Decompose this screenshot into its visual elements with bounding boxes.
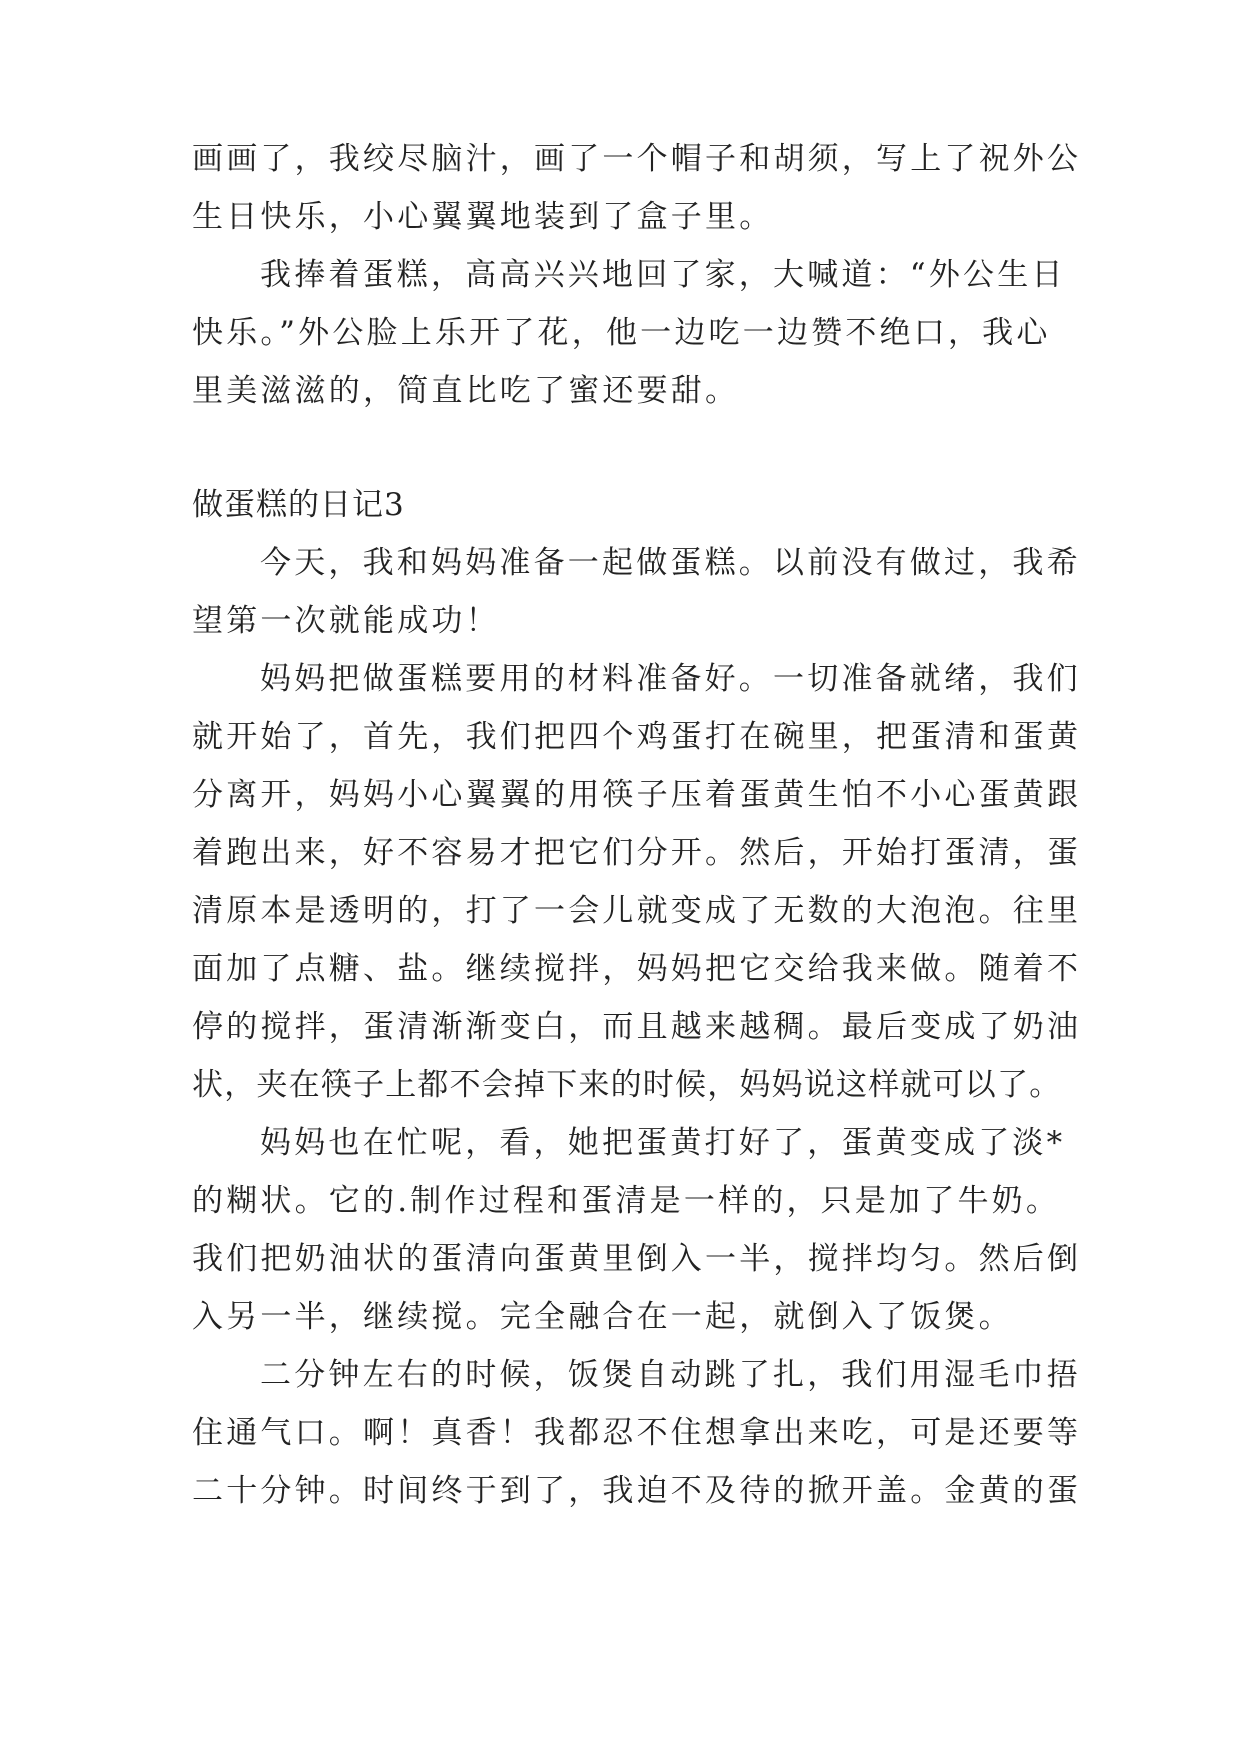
text-line: 今天，我和妈妈准备一起做蛋糕。以前没有做过，我希 bbox=[260, 545, 1081, 581]
text-line: 生日快乐，小心翼翼地装到了盒子里。 bbox=[192, 199, 774, 235]
text-line: 就开始了，首先，我们把四个鸡蛋打在碗里，把蛋清和蛋黄 bbox=[192, 719, 1082, 755]
text-line: 妈妈也在忙呢，看，她把蛋黄打好了，蛋黄变成了淡* bbox=[260, 1125, 1066, 1161]
text-line: 清原本是透明的，打了一会儿就变成了无数的大泡泡。往里 bbox=[192, 893, 1082, 929]
text-line: 快乐。”外公脸上乐开了花，他一边吃一边赞不绝口，我心 bbox=[192, 315, 1051, 351]
paragraph-baking bbox=[192, 1346, 1082, 1520]
text-line: 停的搅拌，蛋清渐渐变白，而且越来越稠。最后变成了奶油 bbox=[192, 1009, 1082, 1045]
paragraph-continuation bbox=[192, 130, 1082, 246]
document-body bbox=[192, 130, 1082, 1520]
text-line: 我们把奶油状的蛋清向蛋黄里倒入一半，搅拌均匀。然后倒 bbox=[192, 1241, 1082, 1277]
paragraph-egg-whites bbox=[192, 650, 1082, 1114]
text-line: 我捧着蛋糕，高高兴兴地回了家，大喊道：“外公生日 bbox=[260, 257, 1066, 293]
text-line: 住通气口。啊！真香！我都忍不住想拿出来吃，可是还要等 bbox=[192, 1415, 1082, 1451]
text-line: 的糊状。它的.制作过程和蛋清是一样的，只是加了牛奶。 bbox=[192, 1183, 1061, 1219]
section-title: 做蛋糕的日记3 bbox=[192, 487, 405, 523]
text-line: 二十分钟。时间终于到了，我迫不及待的掀开盖。金黄的蛋 bbox=[192, 1473, 1082, 1509]
text-line: 入另一半，继续搅。完全融合在一起，就倒入了饭煲。 bbox=[192, 1299, 1013, 1335]
text-line: 里美滋滋的，简直比吃了蜜还要甜。 bbox=[192, 373, 740, 409]
text-line: 分离开，妈妈小心翼翼的用筷子压着蛋黄生怕不小心蛋黄跟 bbox=[192, 777, 1082, 813]
text-line: 二分钟左右的时候，饭煲自动跳了扎，我们用湿毛巾捂 bbox=[260, 1357, 1081, 1393]
text-line: 状，夹在筷子上都不会掉下来的时候，妈妈说这样就可以了。 bbox=[192, 1067, 1062, 1103]
text-line: 着跑出来，好不容易才把它们分开。然后，开始打蛋清，蛋 bbox=[192, 835, 1082, 871]
text-line: 妈妈把做蛋糕要用的材料准备好。一切准备就绪，我们 bbox=[260, 661, 1081, 697]
text-line: 面加了点糖、盐。继续搅拌，妈妈把它交给我来做。随着不 bbox=[192, 951, 1082, 987]
section-spacer bbox=[192, 420, 1052, 476]
paragraph-intro bbox=[192, 534, 1081, 650]
paragraph-egg-yolks bbox=[192, 1114, 1082, 1346]
paragraph-return-home bbox=[192, 246, 1066, 420]
text-line: 画画了，我绞尽脑汁，画了一个帽子和胡须，写上了祝外公 bbox=[192, 141, 1082, 177]
text-line: 望第一次就能成功！ bbox=[192, 603, 500, 639]
